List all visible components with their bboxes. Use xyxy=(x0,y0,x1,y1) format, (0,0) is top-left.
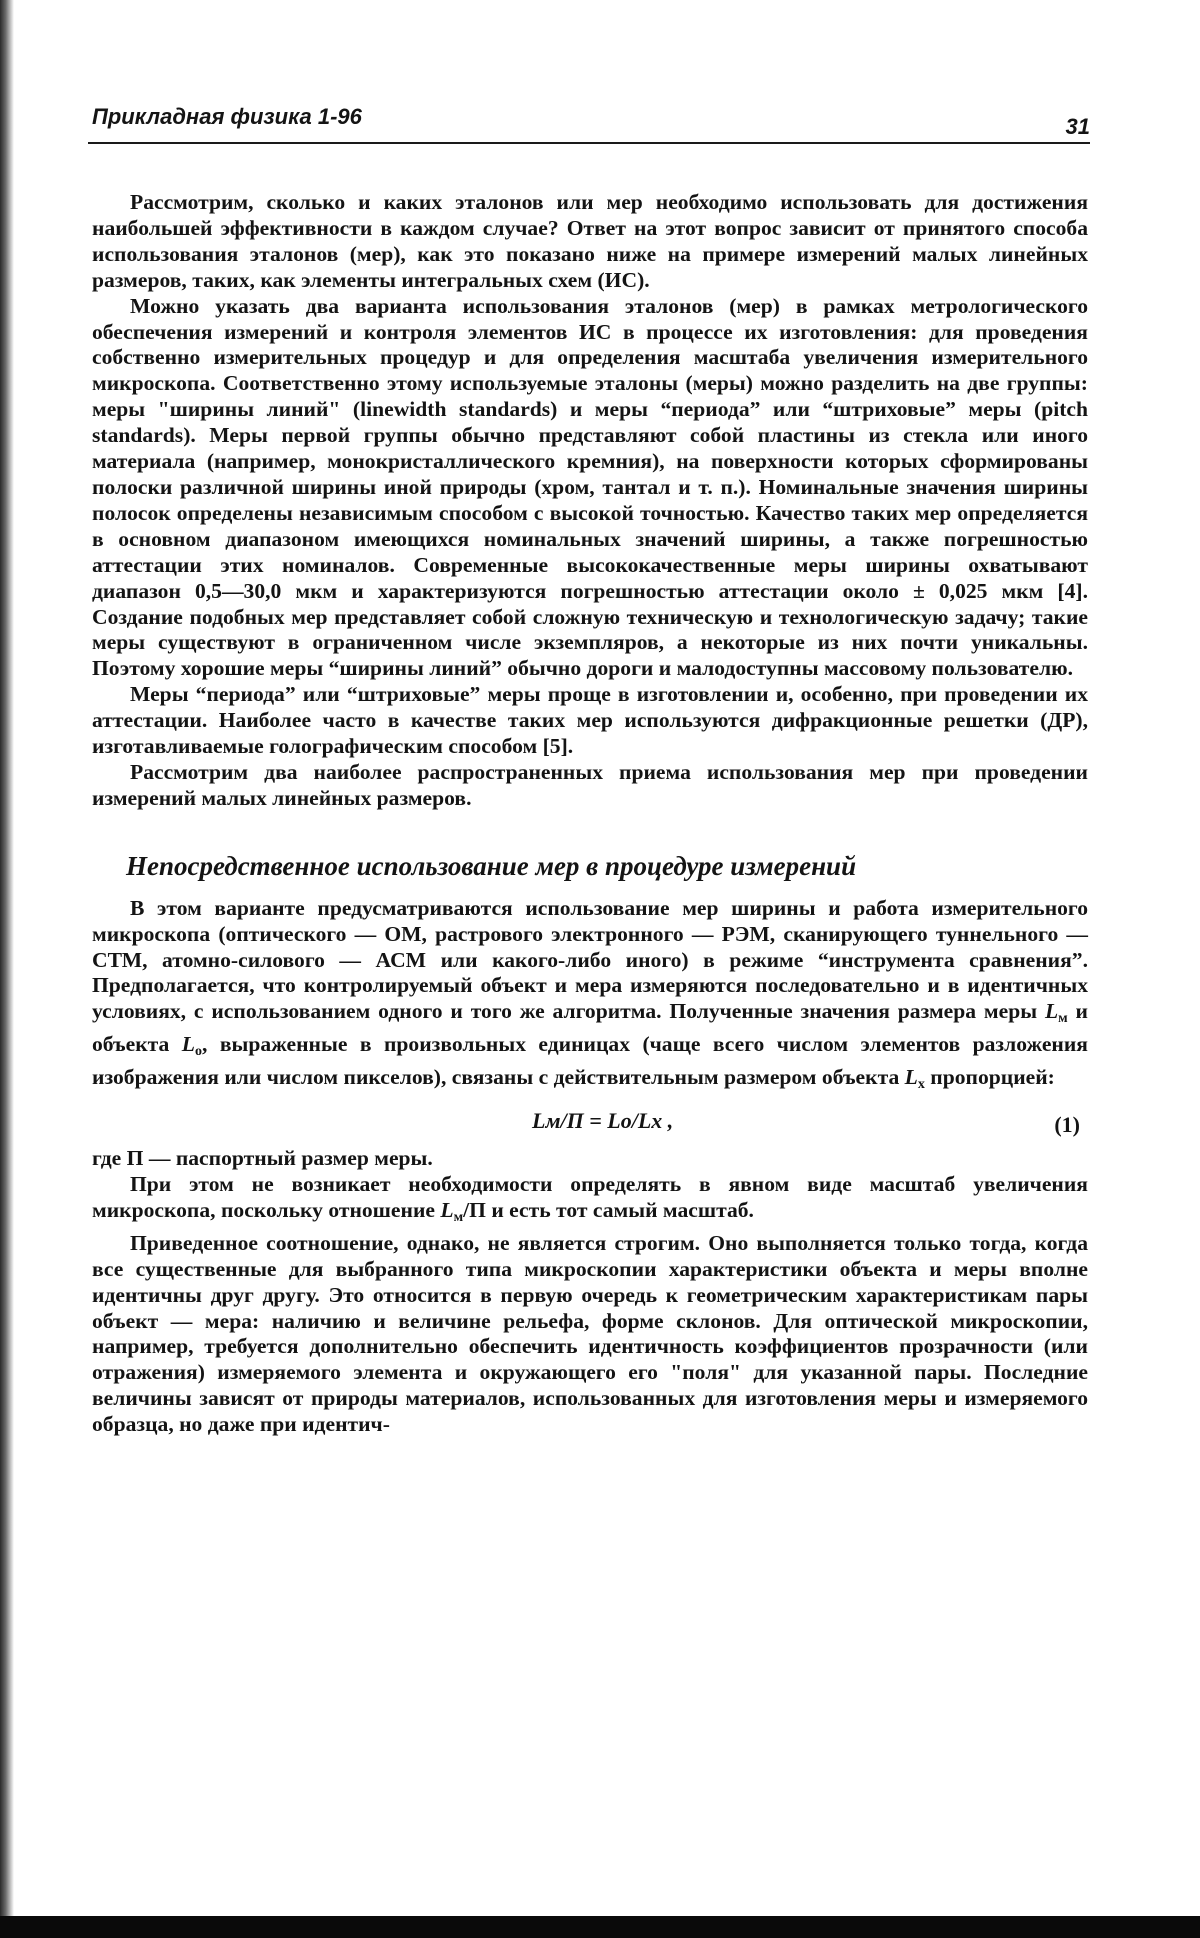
paragraph-7-part-b: /П и есть тот самый масштаб. xyxy=(463,1197,754,1222)
symbol-L-m-ratio: $L_м$ xyxy=(440,1197,464,1225)
equation-row xyxy=(92,1106,1088,1142)
paragraph-8: Приведенное соотношение, однако, не является строгим. Оно выполняется только тогда, когда все существенные для выбранного типа микроскопии характеристики объекта и меры вполне идентичны друг другу. Это относится в первую очередь к геометрическим характеристикам пары объект — мера: наличию и величине рельефа, форме склонов. Для оптической микроскопии, например, требуется дополнительно обеспечить идентичность коэффициентов прозрачности (или отражения) измеряемого элемента и окружающего его "поля" для указанной пары. Последние величины зависят от природы материалов, использованных для изготовления меры и измеряемого образца, но даже при идентич- xyxy=(92,1230,1088,1437)
paragraph-7-part-a: При этом не возникает необходимости определять в явном виде масштаб увеличения микроскопа, поскольку отношение xyxy=(92,1172,1088,1222)
equation-1: Lм/П = Lо/Lх , xyxy=(532,1108,674,1134)
page-number: 31 xyxy=(1065,114,1090,139)
scan-left-edge-shadow xyxy=(0,0,14,1938)
paragraph-5: В этом варианте предусматриваются использование мер ширины и работа измерительного микроскопа (оптического — ОМ, растрового электронного — РЭМ, сканирующего туннельного — СТМ, атомно-силового — АСМ или какого-либо иного) в режиме “инструмента сравнения”. Предполагается, что контролируемый объект и мера измеряются последовательно и в идентичных условиях, с использованием одного и того же алгоритма. Полученные значения размера меры $L_м$ и объекта $L_о$, выраженные в произвольных единицах (чаще всего числом элементов разложения изображения или числом пикселов), связаны с действительным размером объекта $L_x$ пропорцией: xyxy=(92,895,1088,1093)
paragraph-2: Можно указать два варианта использования эталонов (мер) в рамках метрологического обеспечения измерений и контроля элементов ИС в процессе их изготовления: для проведения собственно измерительных процедур и для определения масштаба увеличения измерительного микроскопа. Соответственно этому используемые эталоны (меры) можно разделить на две группы: меры "ширины линий" (linewidth standards) и меры “периода” или “штриховые” меры (pitch standards). Меры первой группы обычно представляют собой пластины из стекла или иного материала (например, монокристаллического кремния), на поверхности которых сформированы полоски различной ширины иной природы (хром, тантал и т. п.). Номинальные значения ширины полосок определены независимым способом с высокой точностью. Качество таких мер определяется в основном диапазоном имеющихся номинальных значений ширины, а также погрешностью аттестации этих номиналов. Современные высококачественные меры ширины охватывают диапазон 0,5—30,0 мкм и характеризуются погрешностью аттестации около ± 0,025 мкм [4]. Создание подобных мер представляет собой сложную техническую и технологическую задачу; такие меры существуют в ограниченном числе экземпляров, а некоторые из них почти уникальны. Поэтому хорошие меры “ширины линий” обычно дороги и малодоступны массовому пользователю. xyxy=(92,293,1088,681)
paragraph-5-part-b: и объекта xyxy=(92,999,1088,1057)
section-heading: Непосредственное использование мер в процедуре измерений xyxy=(126,850,857,881)
article-body xyxy=(92,190,1088,1438)
symbol-L-m: $L_м$ xyxy=(1044,999,1068,1027)
paragraph-7 xyxy=(92,1172,1088,1231)
journal-title: Прикладная физика 1-96 xyxy=(92,104,362,129)
scan-bottom-band xyxy=(0,1916,1200,1938)
paragraph-6: где П — паспортный размер меры. xyxy=(92,1146,433,1171)
paragraph-5-part-d: пропорцией: xyxy=(930,1065,1055,1090)
symbol-L-o: $L_о$ xyxy=(181,1032,202,1060)
paragraph-4: Рассмотрим два наиболее распространенных приема использования мер при проведении измерений малых линейных размеров. xyxy=(92,759,1088,810)
equation-number: (1) xyxy=(1054,1112,1080,1138)
paragraph-5-part-a: В этом варианте предусматриваются использование мер ширины и работа измерительного микроскопа (оптического — ОМ, растрового электронного — РЭМ, сканирующего туннельного — СТМ, атомно-силового — АСМ или какого-либо иного) в режиме “инструмента сравнения”. Предполагается, что контролируемый объект и мера измеряются последовательно и в идентичных условиях, с использованием одного и того же алгоритма. Полученные значения размера меры xyxy=(92,895,1088,1024)
paragraph-3: Меры “периода” или “штриховые” меры проще в изготовлении и, особенно, при проведении их аттестации. Наиболее часто в качестве таких мер используются дифракционные решетки (ДР), изготавливаемые голографическим способом [5]. xyxy=(92,682,1088,759)
running-header xyxy=(88,100,1090,144)
paragraph-5-part-c: выраженные в произвольных единицах (чаще всего числом элементов разложения изображения или числом пикселов), связаны с действительным размером объекта xyxy=(92,1032,1088,1090)
symbol-L-x: $L_x$ xyxy=(904,1065,925,1093)
paragraph-1: Рассмотрим, сколько и каких эталонов или мер необходимо использовать для достижения наибольшей эффективности в каждом случае? Ответ на этот вопрос зависит от принятого способа использования эталонов (мер), как это показано ниже на примере измерений малых линейных размеров, таких, как элементы интегральных схем (ИС). xyxy=(92,190,1088,292)
